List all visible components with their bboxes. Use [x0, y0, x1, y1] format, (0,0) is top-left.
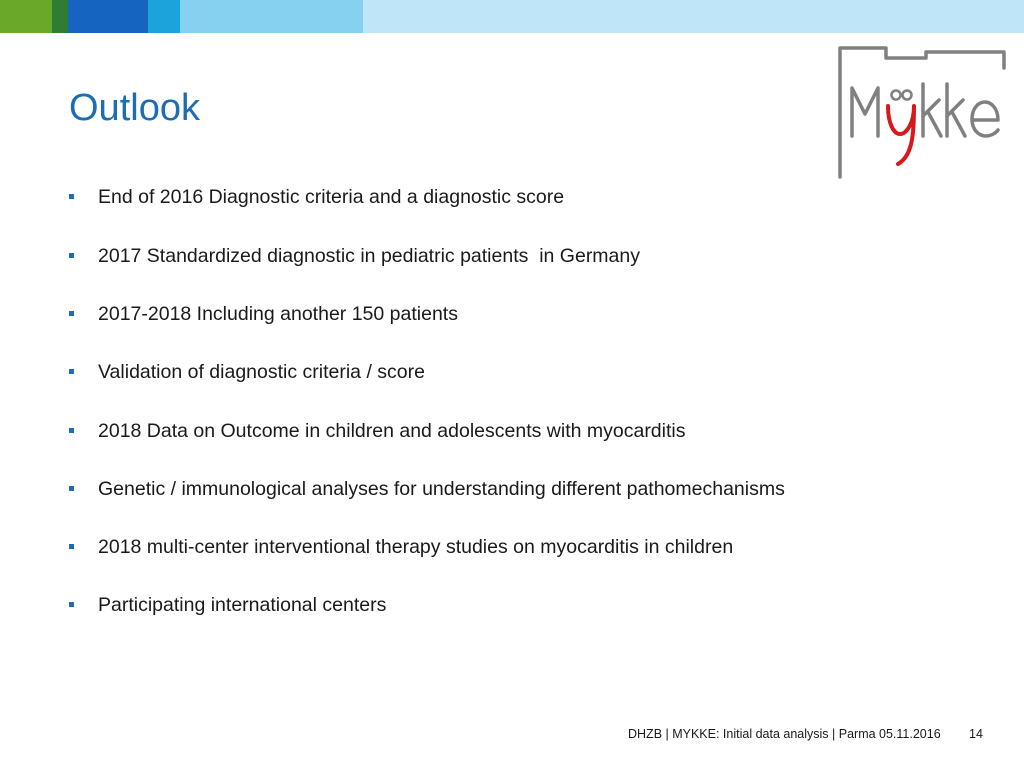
bar-segment-blue-mid	[148, 0, 180, 33]
slide-title: Outlook	[69, 87, 200, 129]
logo-letter-m	[852, 88, 878, 136]
bullet-item	[67, 184, 947, 210]
bullet-item	[67, 301, 947, 327]
bar-segment-green-dark	[52, 0, 68, 33]
bullet-text: 2017-2018 Including another 150 patients	[98, 303, 458, 325]
bullet-text: Validation of diagnostic criteria / score	[98, 361, 425, 383]
bullet-item	[67, 359, 947, 385]
footer-text: DHZB | MYKKE: Initial data analysis | Parma 05.11.2016	[628, 727, 941, 741]
logo-letter-k1	[923, 84, 941, 136]
bar-segment-green-light	[0, 0, 52, 33]
bullet-item	[67, 243, 947, 269]
bullet-text: 2018 Data on Outcome in children and adolescents with myocarditis	[98, 420, 686, 442]
logo-eye-left	[892, 91, 901, 100]
top-color-bar	[0, 0, 1024, 33]
logo-letter-e	[972, 102, 998, 136]
bullet-marker-icon	[69, 194, 74, 199]
bar-segment-blue-light	[180, 0, 363, 33]
bullet-item	[67, 476, 947, 502]
bullet-text: Genetic / immunological analyses for understanding different pathomechanisms	[98, 478, 785, 500]
bullet-marker-icon	[69, 428, 74, 433]
bullet-marker-icon	[69, 486, 74, 491]
logo-eye-right	[903, 91, 912, 100]
bullet-text: 2017 Standardized diagnostic in pediatric patients in Germany	[98, 245, 640, 267]
bullet-text: End of 2016 Diagnostic criteria and a diagnostic score	[98, 186, 565, 208]
bullet-marker-icon	[69, 369, 74, 374]
bullet-text: 2018 multi-center interventional therapy studies on myocarditis in children	[98, 536, 734, 558]
bullet-marker-icon	[69, 311, 74, 316]
bullet-marker-icon	[69, 253, 74, 258]
page-number: 14	[969, 727, 983, 741]
bullet-marker-icon	[69, 602, 74, 607]
bullet-marker-icon	[69, 544, 74, 549]
logo-letter-k2	[947, 84, 965, 136]
bullet-item	[67, 418, 947, 444]
bullet-item	[67, 592, 947, 618]
bullet-text: Participating international centers	[98, 594, 387, 616]
logo-heart-y	[888, 106, 914, 164]
bar-segment-blue-dark	[68, 0, 148, 33]
bullet-item	[67, 534, 947, 560]
mykke-logo	[832, 44, 1012, 182]
bar-segment-blue-pale	[363, 0, 1024, 33]
